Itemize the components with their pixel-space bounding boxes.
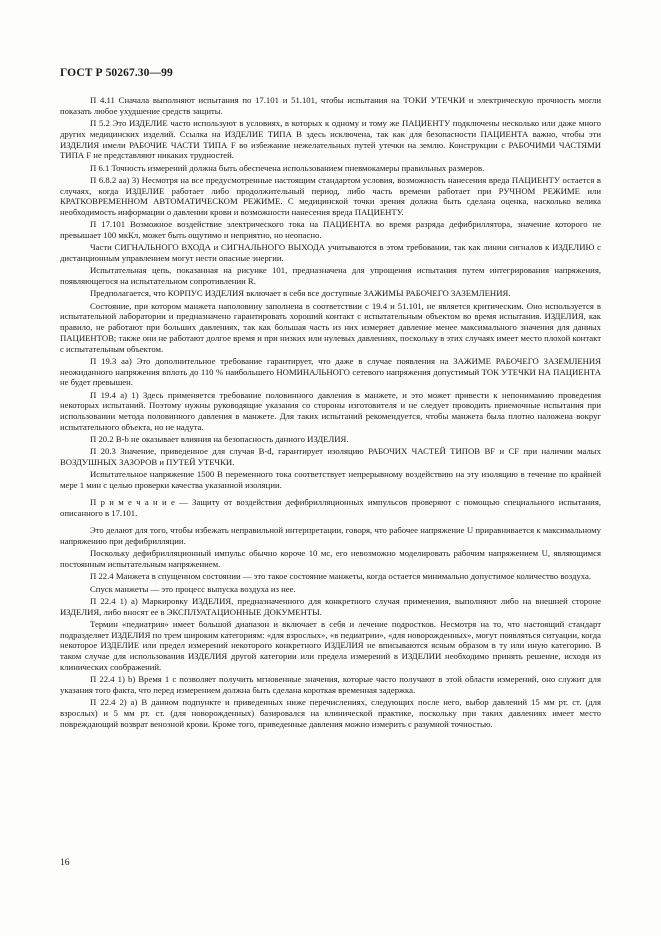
document-body	[60, 95, 601, 731]
paragraph-test-voltage: Испытательное напряжение 1500 В переменного тока соответствует непрерывному воздействию на эту изоляцию в течение по крайней мере 1 мин с целью проверки качества указанной изоляции.	[60, 469, 601, 490]
paragraph-test-circuit: Испытательная цепь, показанная на рисунке 101, предназначена для упрощения испытания путем интегрирования напряжения, появляющегося на испытательном сопротивлении R.	[60, 265, 601, 286]
document-header: ГОСТ Р 50267.30—99	[60, 67, 173, 79]
paragraph-p4-11: П 4.11 Сначала выполняют испытания по 17.101 и 51.101, чтобы испытания на ТОКИ УТЕЧКИ и электрическую прочность могли показать любое ухудшение средств защиты.	[60, 95, 601, 116]
paragraph-cuff-deflation: Спуск манжеты — это процесс выпуска воздуха из нее.	[90, 583, 296, 594]
paragraph-p6-8-2: П 6.8.2 аа) 3) Несмотря на все предусмотренные настоящим стандартом условия, возможность нанесения вреда ПАЦИЕНТУ остается в случаях, когда ИЗДЕЛИЕ работает либо продолжительный период, либо часть времени работает при РУЧНОМ РЕЖИМЕ или КРАТКОВРЕМЕННОМ АВТОМАТИЧЕСКОМ РЕЖИМЕ. С медицинской точки зрения должна быть сделана оценка, насколько велика необходимость информации о давлении крови и возможности нанесения вреда ПАЦИЕНТУ.	[60, 174, 601, 217]
paragraph-pediatrics: Термин «педиатрия» имеет большой диапазон и включает в себя и лечение подростков. Несмотря на то, что настоящий стандарт подразделяет ИЗДЕЛИЯ по трем широким категориям: «для взрослых», «в педиатрии», «для новорожденных», могут появляться ситуации, когда некоторое ИЗДЕЛИЕ или предел измерений некоторого конкретного ИЗДЕЛИЯ не вписываются ясным образом в ту или иную категорию. В таком случае для использования ИЗДЕЛИЯ другой категории или предела измерений в ИЗДЕЛИИ необходимо принять решение, исходя из клинических соображений.	[60, 618, 601, 672]
paragraph-defib-pulse: Поскольку дефибрилляционный импульс обычно короче 10 мс, его невозможно моделировать рабочим напряжением U, являющимся постоянным испытательным напряжением.	[60, 548, 601, 569]
paragraph-signal-parts: Части СИГНАЛЬНОГО ВХОДА и СИГНАЛЬНОГО ВЫХОДА учитываются в этом требовании, так как линии сигналов к ИЗДЕЛИЮ с дистанционным управлением могут нести опасные энергии.	[60, 242, 601, 263]
paragraph-p6-1: П 6.1 Точность измерений должна быть обеспечена использованием пневмокамеры правильных размеров.	[90, 162, 485, 173]
paragraph-p22-4: П 22.4 Манжета в спущенном состоянии — это такое состояние манжеты, когда остается минимально допустимое количество воздуха.	[90, 571, 592, 582]
paragraph-enclosure: Предполагается, что КОРПУС ИЗДЕЛИЯ включает в себя все доступные ЗАЖИМЫ РАБОЧЕГО ЗАЗЕМЛЕНИЯ.	[90, 288, 511, 299]
paragraph-interpretation: Это делают для того, чтобы избежать неправильной интерпретации, говоря, что рабочее напряжение U приравнивается к максимальному напряжению при дефибрилляции.	[60, 525, 601, 546]
paragraph-p20-3: П 20.3 Значение, приведенное для случая В-d, гарантирует изоляцию РАБОЧИХ ЧАСТЕЙ ТИПОВ BF и CF при наличии малых ВОЗДУШНЫХ ЗАЗОРОВ и ПУТЕЙ УТЕЧКИ.	[60, 446, 601, 467]
paragraph-cuff-state: Состояние, при котором манжета наполовину заполнена в соответствии с 19.4 и 51.101, не является критическим. Оно используется в испытательной лаборатории и предназначено гарантировать хороший контакт с испытательным объектом во время испытания. ИЗДЕЛИЯ, как правило, не работают при больших давлениях, так как большая часть из них измеряет давление менее максимального значения для данных ПАЦИЕНТОВ; также они не работают долгое время и при низких или нулевых давлениях, поскольку в этих случаях имеет место плохой контакт с испытательным объектом.	[60, 300, 601, 354]
paragraph-p22-4-1a: П 22.4 1) а) Маркировку ИЗДЕЛИЯ, предназначенного для конкретного случая применения, выполняют либо на внешней стороне ИЗДЕЛИЯ, либо вносят ее в ЭКСПЛУАТАЦИОННЫЕ ДОКУМЕНТЫ.	[60, 595, 601, 617]
paragraph-p19-3: П 19.3 аа) Это дополнительное требование гарантирует, что даже в случае появления на ЗАЖИМЕ РАБОЧЕГО ЗАЗЕМЛЕНИЯ неожиданного напряжения вплоть до 110 % наибольшего НОМИНАЛЬНОГО сетевого напряжения допустимый ТОК УТЕЧКИ НА ПАЦИЕНТА не будет превышен.	[60, 355, 601, 388]
paragraph-p17-101: П 17.101 Возможное воздействие электрического тока на ПАЦИЕНТА во время разряда дефибриллятора, значение которого не превышает 100 мкКл, может быть ощутимо и неприятно, но неопасно.	[60, 219, 601, 240]
paragraph-p19-4: П 19.4 а) 1) Здесь применяется требование половинного давления в манжете, и это может привести к непониманию проведения некоторых испытаний. Поэтому нужны руководящие указания со стороны изготовителя и не следует проводить приемочные испытания при использовании метода половинного давления в манжете. Для таких испытаний рекомендуется, чтобы манжета была плотно наложена вокруг испытательного объекта, но не надута.	[60, 389, 601, 432]
page-number: 16	[60, 858, 70, 868]
paragraph-p20-2: П 20.2 В-b не оказывает влияния на безопасность данного ИЗДЕЛИЯ.	[90, 434, 349, 444]
paragraph-p22-4-1b: П 22.4 1) b) Время 1 с позволяет получить мгновенные значения, которые часто получают в этой области измерений, оно служит для указания того факта, что перед измерением должна быть сделана короткая временная задержка.	[60, 674, 601, 695]
paragraph-p5-2: П 5.2 Это ИЗДЕЛИЕ часто используют в условиях, в которых к одному и тому же ПАЦИЕНТУ подключены несколько или даже много других медицинских изделий. Ссылка на ИЗДЕЛИЕ ТИПА В здесь исключена, так как для безопасности ПАЦИЕНТА важно, чтобы эти ИЗДЕЛИЯ имели РАБОЧИЕ ЧАСТИ ТИПА F во избежание нежелательных путей утечки на землю. Конструкции с РАБОЧИМИ ЧАСТЯМИ ТИПА F не представляют никаких трудностей.	[60, 118, 601, 161]
paragraph-p22-4-2a: П 22.4 2) а) В данном подпункте и приведенных ниже перечислениях, следующих после него, выбор давлений 15 мм рт. ст. (для взрослых) и 5 мм рт. ст. (для новорожденных) базировался на клинической практике, поскольку при таких давлениях имеет место повреждающий возврат венозной крови. Кроме того, приведенные давления можно измерить с разумной точностью.	[60, 697, 601, 729]
note-paragraph: П р и м е ч а н и е — Защиту от воздействия дефибрилляционных импульсов проверяют с помощью специального испытания, описанного в 17.101.	[60, 496, 601, 518]
